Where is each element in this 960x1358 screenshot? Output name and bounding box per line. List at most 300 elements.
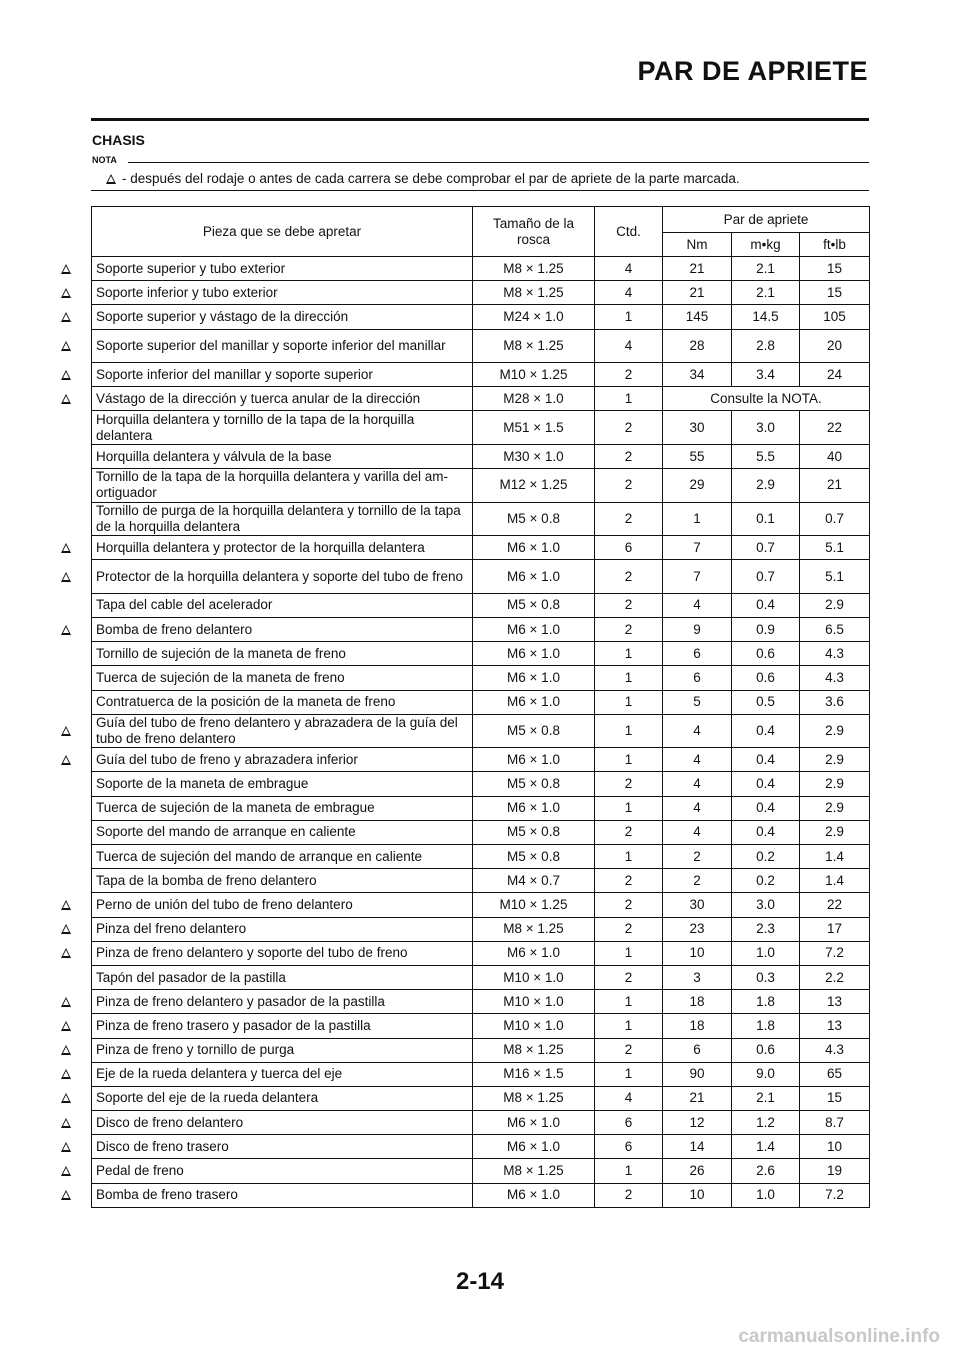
cell-thread: M5 × 0.8 (473, 502, 595, 536)
cell-thread: M30 × 1.0 (473, 444, 595, 468)
cell-mkg: 3.0 (732, 411, 800, 445)
cell-mkg: 0.5 (732, 690, 800, 714)
cell-ftlb: 1.4 (800, 869, 870, 893)
cell-qty: 2 (595, 820, 663, 844)
cell-ftlb: 22 (800, 893, 870, 917)
table-row (92, 1159, 870, 1183)
cell-nm: 145 (663, 305, 732, 329)
cell-thread: M8 × 1.25 (473, 281, 595, 305)
cell-ftlb: 19 (800, 1159, 870, 1183)
cell-ftlb: 15 (800, 1086, 870, 1110)
cell-thread: M10 × 1.25 (473, 893, 595, 917)
check-triangle-icon (61, 370, 71, 380)
table-row (92, 917, 870, 941)
cell-part: Pedal de freno (92, 1159, 473, 1183)
cell-nm: 7 (663, 536, 732, 560)
cell-part: Contratuerca de la posición de la maneta de freno (92, 690, 473, 714)
table-row (92, 845, 870, 869)
cell-ftlb: 24 (800, 363, 870, 387)
cell-mkg: 14.5 (732, 305, 800, 329)
cell-ftlb: 2.9 (800, 772, 870, 796)
table-row (92, 990, 870, 1014)
cell-ftlb: 2.9 (800, 796, 870, 820)
cell-thread: M6 × 1.0 (473, 690, 595, 714)
cell-nm: 4 (663, 820, 732, 844)
cell-thread: M8 × 1.25 (473, 917, 595, 941)
cell-nm: 6 (663, 642, 732, 666)
cell-qty: 6 (595, 536, 663, 560)
cell-qty: 1 (595, 690, 663, 714)
cell-mkg: 1.0 (732, 941, 800, 965)
section-title: CHASIS (92, 132, 145, 148)
cell-ftlb: 4.3 (800, 666, 870, 690)
cell-thread: M6 × 1.0 (473, 941, 595, 965)
cell-part: Tapa de la bomba de freno delantero (92, 869, 473, 893)
table-row (92, 1014, 870, 1038)
cell-mkg: 0.4 (732, 772, 800, 796)
cell-part: Guía del tubo de freno delantero y abrazadera de la guía del tubo de freno delantero (92, 714, 473, 748)
cell-part: Horquilla delantera y válvula de la base (92, 444, 473, 468)
cell-qty: 2 (595, 1038, 663, 1062)
cell-mkg: 0.2 (732, 845, 800, 869)
cell-part: Vástago de la dirección y tuerca anular de la dirección (92, 387, 473, 411)
cell-part: Bomba de freno trasero (92, 1183, 473, 1207)
cell-nm: 28 (663, 329, 732, 363)
cell-mkg: 0.4 (732, 714, 800, 748)
cell-ftlb: 2.9 (800, 714, 870, 748)
table-row (92, 1183, 870, 1207)
cell-nm: 2 (663, 845, 732, 869)
cell-nm: 1 (663, 502, 732, 536)
cell-thread: M10 × 1.25 (473, 363, 595, 387)
table-row (92, 387, 870, 411)
cell-torque-note: Consulte la NOTA. (663, 387, 870, 411)
cell-part: Soporte del mando de arranque en caliente (92, 820, 473, 844)
cell-ftlb: 15 (800, 281, 870, 305)
table-row (92, 363, 870, 387)
cell-nm: 4 (663, 772, 732, 796)
cell-thread: M12 × 1.25 (473, 469, 595, 503)
cell-part: Pinza del freno delantero (92, 917, 473, 941)
cell-qty: 4 (595, 281, 663, 305)
cell-nm: 55 (663, 444, 732, 468)
cell-nm: 4 (663, 796, 732, 820)
cell-thread: M5 × 0.8 (473, 772, 595, 796)
cell-thread: M6 × 1.0 (473, 1183, 595, 1207)
cell-ftlb: 22 (800, 411, 870, 445)
cell-mkg: 0.7 (732, 560, 800, 594)
cell-mkg: 0.2 (732, 869, 800, 893)
table-row (92, 536, 870, 560)
cell-mkg: 1.0 (732, 1183, 800, 1207)
cell-part: Guía del tubo de freno y abrazadera inferior (92, 748, 473, 772)
table-row (92, 281, 870, 305)
cell-mkg: 2.8 (732, 329, 800, 363)
cell-qty: 1 (595, 1062, 663, 1086)
cell-thread: M51 × 1.5 (473, 411, 595, 445)
cell-part: Soporte superior del manillar y soporte inferior del manillar (92, 329, 473, 363)
cell-part: Eje de la rueda delantera y tuerca del eje (92, 1062, 473, 1086)
cell-qty: 2 (595, 444, 663, 468)
table-row (92, 820, 870, 844)
check-triangle-icon (61, 726, 71, 736)
cell-mkg: 2.1 (732, 281, 800, 305)
cell-nm: 4 (663, 748, 732, 772)
cell-nm: 34 (663, 363, 732, 387)
cell-nm: 6 (663, 666, 732, 690)
table-row (92, 618, 870, 642)
cell-nm: 18 (663, 1014, 732, 1038)
check-triangle-icon (61, 288, 71, 298)
cell-thread: M8 × 1.25 (473, 1038, 595, 1062)
cell-qty: 2 (595, 469, 663, 503)
table-row (92, 714, 870, 748)
cell-nm: 29 (663, 469, 732, 503)
note-text-content: - después del rodaje o antes de cada carrera se debe comprobar el par de apriete de la parte marcada. (122, 171, 740, 186)
table-row (92, 666, 870, 690)
check-triangle-icon (61, 341, 71, 351)
check-triangle-icon (61, 900, 71, 910)
cell-mkg: 1.2 (732, 1111, 800, 1135)
cell-part: Tapón del pasador de la pastilla (92, 965, 473, 989)
check-triangle-icon (61, 1069, 71, 1079)
cell-mkg: 0.6 (732, 666, 800, 690)
cell-ftlb: 20 (800, 329, 870, 363)
cell-ftlb: 2.2 (800, 965, 870, 989)
note-text (106, 171, 740, 186)
table-row (92, 502, 870, 536)
cell-thread: M5 × 0.8 (473, 845, 595, 869)
check-triangle-icon (61, 997, 71, 1007)
cell-qty: 1 (595, 941, 663, 965)
cell-nm: 90 (663, 1062, 732, 1086)
cell-qty: 2 (595, 411, 663, 445)
cell-mkg: 0.3 (732, 965, 800, 989)
cell-part: Tuerca de sujeción del mando de arranque en caliente (92, 845, 473, 869)
cell-ftlb: 2.9 (800, 593, 870, 617)
cell-mkg: 0.4 (732, 820, 800, 844)
header-mkg: m•kg (732, 233, 800, 257)
cell-thread: M24 × 1.0 (473, 305, 595, 329)
cell-mkg: 1.8 (732, 990, 800, 1014)
cell-ftlb: 0.7 (800, 502, 870, 536)
cell-ftlb: 2.9 (800, 748, 870, 772)
cell-qty: 1 (595, 990, 663, 1014)
cell-qty: 2 (595, 965, 663, 989)
cell-mkg: 0.4 (732, 796, 800, 820)
cell-part: Soporte inferior del manillar y soporte superior (92, 363, 473, 387)
check-triangle-icon (61, 625, 71, 635)
cell-part: Horquilla delantera y protector de la horquilla delantera (92, 536, 473, 560)
cell-mkg: 2.3 (732, 917, 800, 941)
cell-thread: M6 × 1.0 (473, 748, 595, 772)
cell-ftlb: 7.2 (800, 1183, 870, 1207)
cell-part: Tornillo de sujeción de la maneta de freno (92, 642, 473, 666)
cell-part: Horquilla delantera y tornillo de la tapa de la horquilla delantera (92, 411, 473, 445)
cell-qty: 2 (595, 893, 663, 917)
cell-thread: M6 × 1.0 (473, 666, 595, 690)
table-row (92, 642, 870, 666)
check-triangle-icon (61, 755, 71, 765)
table-row (92, 257, 870, 281)
cell-nm: 30 (663, 893, 732, 917)
cell-nm: 10 (663, 1183, 732, 1207)
table-row (92, 1086, 870, 1110)
watermark: carmanualsonline.info (738, 1326, 940, 1347)
note-rule-top (128, 162, 869, 163)
cell-qty: 1 (595, 387, 663, 411)
cell-qty: 2 (595, 618, 663, 642)
cell-qty: 1 (595, 642, 663, 666)
cell-thread: M4 × 0.7 (473, 869, 595, 893)
cell-mkg: 0.6 (732, 642, 800, 666)
cell-ftlb: 2.9 (800, 820, 870, 844)
table-row (92, 796, 870, 820)
cell-part: Disco de freno trasero (92, 1135, 473, 1159)
cell-part: Disco de freno delantero (92, 1111, 473, 1135)
cell-mkg: 0.4 (732, 593, 800, 617)
cell-nm: 21 (663, 257, 732, 281)
cell-qty: 6 (595, 1135, 663, 1159)
cell-ftlb: 13 (800, 990, 870, 1014)
cell-thread: M5 × 0.8 (473, 820, 595, 844)
cell-part: Pinza de freno y tornillo de purga (92, 1038, 473, 1062)
cell-part: Soporte de la maneta de embrague (92, 772, 473, 796)
check-triangle-icon (61, 543, 71, 553)
cell-nm: 23 (663, 917, 732, 941)
cell-qty: 2 (595, 1183, 663, 1207)
cell-thread: M6 × 1.0 (473, 536, 595, 560)
table-row (92, 560, 870, 594)
cell-ftlb: 40 (800, 444, 870, 468)
cell-thread: M10 × 1.0 (473, 1014, 595, 1038)
cell-mkg: 2.9 (732, 469, 800, 503)
cell-part: Pinza de freno delantero y pasador de la pastilla (92, 990, 473, 1014)
cell-thread: M16 × 1.5 (473, 1062, 595, 1086)
cell-part: Pinza de freno trasero y pasador de la pastilla (92, 1014, 473, 1038)
table-row (92, 869, 870, 893)
torque-table (91, 206, 870, 1208)
cell-nm: 18 (663, 990, 732, 1014)
page-title: PAR DE APRIETE (637, 56, 868, 86)
cell-nm: 10 (663, 941, 732, 965)
cell-mkg: 0.7 (732, 536, 800, 560)
cell-nm: 3 (663, 965, 732, 989)
cell-nm: 6 (663, 1038, 732, 1062)
cell-thread: M28 × 1.0 (473, 387, 595, 411)
cell-thread: M6 × 1.0 (473, 642, 595, 666)
header-part: Pieza que se debe apretar (92, 207, 473, 257)
cell-ftlb: 21 (800, 469, 870, 503)
cell-mkg: 1.8 (732, 1014, 800, 1038)
cell-mkg: 0.1 (732, 502, 800, 536)
table-row (92, 893, 870, 917)
check-triangle-icon (61, 312, 71, 322)
cell-ftlb: 10 (800, 1135, 870, 1159)
check-triangle-icon (61, 1190, 71, 1200)
cell-mkg: 0.4 (732, 748, 800, 772)
table-row (92, 329, 870, 363)
cell-nm: 9 (663, 618, 732, 642)
cell-nm: 30 (663, 411, 732, 445)
check-triangle-icon (61, 1118, 71, 1128)
cell-thread: M10 × 1.0 (473, 990, 595, 1014)
cell-thread: M8 × 1.25 (473, 329, 595, 363)
table-row (92, 748, 870, 772)
cell-mkg: 3.4 (732, 363, 800, 387)
table-body (92, 257, 870, 1208)
cell-mkg: 2.1 (732, 257, 800, 281)
cell-part: Tuerca de sujeción de la maneta de embrague (92, 796, 473, 820)
cell-nm: 26 (663, 1159, 732, 1183)
cell-ftlb: 17 (800, 917, 870, 941)
cell-part: Tornillo de purga de la horquilla delantera y tornillo de la tapa de la horquilla delantera (92, 502, 473, 536)
note-label: NOTA (92, 155, 117, 165)
cell-part: Soporte superior y tubo exterior (92, 257, 473, 281)
cell-thread: M6 × 1.0 (473, 796, 595, 820)
cell-qty: 1 (595, 1014, 663, 1038)
cell-ftlb: 65 (800, 1062, 870, 1086)
table-row (92, 411, 870, 445)
cell-nm: 12 (663, 1111, 732, 1135)
cell-qty: 2 (595, 502, 663, 536)
cell-thread: M8 × 1.25 (473, 257, 595, 281)
cell-nm: 4 (663, 593, 732, 617)
table-row (92, 1135, 870, 1159)
cell-mkg: 1.4 (732, 1135, 800, 1159)
cell-qty: 1 (595, 714, 663, 748)
cell-mkg: 9.0 (732, 1062, 800, 1086)
cell-qty: 1 (595, 796, 663, 820)
cell-mkg: 0.6 (732, 1038, 800, 1062)
cell-thread: M8 × 1.25 (473, 1159, 595, 1183)
cell-part: Soporte inferior y tubo exterior (92, 281, 473, 305)
cell-part: Soporte del eje de la rueda delantera (92, 1086, 473, 1110)
cell-ftlb: 3.6 (800, 690, 870, 714)
check-triangle-icon (106, 174, 116, 184)
cell-ftlb: 7.2 (800, 941, 870, 965)
cell-mkg: 0.9 (732, 618, 800, 642)
cell-nm: 21 (663, 281, 732, 305)
cell-qty: 1 (595, 748, 663, 772)
cell-qty: 2 (595, 593, 663, 617)
header-qty: Ctd. (595, 207, 663, 257)
check-triangle-icon (61, 572, 71, 582)
header-ftlb: ft•lb (800, 233, 870, 257)
table-row (92, 941, 870, 965)
table-row (92, 772, 870, 796)
cell-qty: 1 (595, 305, 663, 329)
table-row (92, 444, 870, 468)
cell-qty: 6 (595, 1111, 663, 1135)
header-nm: Nm (663, 233, 732, 257)
cell-ftlb: 6.5 (800, 618, 870, 642)
cell-nm: 21 (663, 1086, 732, 1110)
header-torque: Par de apriete (663, 207, 870, 233)
cell-nm: 14 (663, 1135, 732, 1159)
cell-qty: 1 (595, 845, 663, 869)
check-triangle-icon (61, 1045, 71, 1055)
cell-ftlb: 4.3 (800, 642, 870, 666)
cell-ftlb: 8.7 (800, 1111, 870, 1135)
cell-qty: 1 (595, 1159, 663, 1183)
cell-thread: M5 × 0.8 (473, 714, 595, 748)
cell-mkg: 5.5 (732, 444, 800, 468)
cell-part: Tuerca de sujeción de la maneta de freno (92, 666, 473, 690)
cell-thread: M6 × 1.0 (473, 560, 595, 594)
cell-ftlb: 13 (800, 1014, 870, 1038)
cell-nm: 7 (663, 560, 732, 594)
cell-qty: 4 (595, 329, 663, 363)
cell-mkg: 3.0 (732, 893, 800, 917)
cell-mkg: 2.1 (732, 1086, 800, 1110)
page-number: 2-14 (455, 1268, 505, 1295)
cell-part: Protector de la horquilla delantera y soporte del tubo de freno (92, 560, 473, 594)
cell-part: Bomba de freno delantero (92, 618, 473, 642)
cell-qty: 2 (595, 363, 663, 387)
cell-ftlb: 15 (800, 257, 870, 281)
cell-qty: 4 (595, 1086, 663, 1110)
check-triangle-icon (61, 1142, 71, 1152)
check-triangle-icon (61, 264, 71, 274)
cell-thread: M5 × 0.8 (473, 593, 595, 617)
cell-thread: M6 × 1.0 (473, 618, 595, 642)
cell-qty: 2 (595, 560, 663, 594)
cell-part: Perno de unión del tubo de freno delantero (92, 893, 473, 917)
cell-qty: 2 (595, 869, 663, 893)
check-triangle-icon (61, 1166, 71, 1176)
cell-part: Tapa del cable del acelerador (92, 593, 473, 617)
table-row (92, 305, 870, 329)
cell-ftlb: 5.1 (800, 560, 870, 594)
check-triangle-icon (61, 1021, 71, 1031)
note-rule-bottom (91, 190, 869, 191)
table-row (92, 690, 870, 714)
cell-thread: M8 × 1.25 (473, 1086, 595, 1110)
title-rule (91, 118, 869, 121)
check-triangle-icon (61, 924, 71, 934)
cell-ftlb: 5.1 (800, 536, 870, 560)
check-triangle-icon (61, 948, 71, 958)
cell-qty: 2 (595, 917, 663, 941)
table-row (92, 593, 870, 617)
table-row (92, 1038, 870, 1062)
cell-qty: 1 (595, 666, 663, 690)
cell-ftlb: 1.4 (800, 845, 870, 869)
header-thread: Tamaño de la rosca (473, 207, 595, 257)
cell-part: Soporte superior y vástago de la dirección (92, 305, 473, 329)
cell-part: Pinza de freno delantero y soporte del tubo de freno (92, 941, 473, 965)
check-triangle-icon (61, 394, 71, 404)
table-row (92, 469, 870, 503)
check-triangle-icon (61, 1093, 71, 1103)
cell-thread: M6 × 1.0 (473, 1111, 595, 1135)
cell-nm: 4 (663, 714, 732, 748)
cell-qty: 4 (595, 257, 663, 281)
table-row (92, 1111, 870, 1135)
cell-ftlb: 4.3 (800, 1038, 870, 1062)
cell-part: Tornillo de la tapa de la horquilla delantera y varilla del am-ortiguador (92, 469, 473, 503)
cell-nm: 2 (663, 869, 732, 893)
cell-nm: 5 (663, 690, 732, 714)
cell-ftlb: 105 (800, 305, 870, 329)
table-row (92, 965, 870, 989)
cell-thread: M6 × 1.0 (473, 1135, 595, 1159)
cell-mkg: 2.6 (732, 1159, 800, 1183)
cell-thread: M10 × 1.0 (473, 965, 595, 989)
table-row (92, 1062, 870, 1086)
cell-qty: 2 (595, 772, 663, 796)
